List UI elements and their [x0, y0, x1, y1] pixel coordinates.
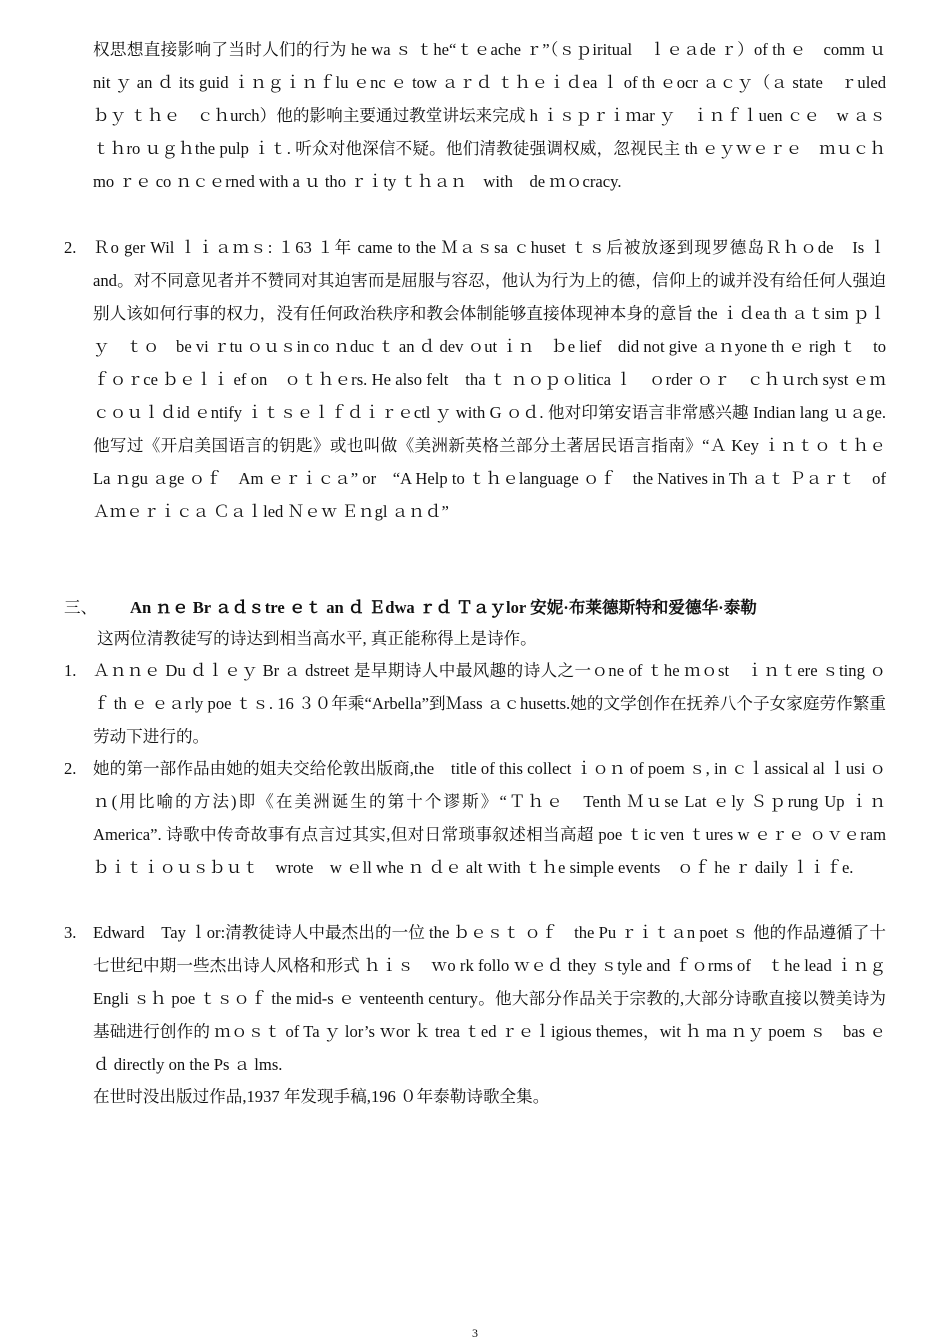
list-item-edward-taylor — [64, 916, 886, 1081]
list-number: 2. — [64, 238, 77, 257]
list-item-first-work — [64, 752, 903, 884]
list-number: 3. — [64, 923, 77, 942]
section-number: 三、 — [64, 598, 98, 617]
page-number: 3 — [472, 1326, 478, 1340]
list-item-roger-williams — [64, 231, 886, 528]
section-intro-text: 这两位清教徒写的诗达到相当高水平, 真正能称得上是诗作。 — [97, 629, 537, 648]
closing-line-text: 在世时没出版过作品,1937 年发现手稿,196 ０年泰勒诗歌全集。 — [93, 1087, 550, 1106]
list-number: 1. — [64, 661, 77, 680]
paragraph-item-1-continued — [64, 33, 903, 198]
section-title: An ｎｅ Br ａｄｓtre ｅｔ an ｄ Ｅdwa ｒｄ Ｔａｙlor 安妮·布莱德斯特和爱德华·泰勒 — [130, 598, 757, 617]
list-item-text: Edward Tay ｌor:清教徒诗人中最杰出的一位 the ｂｅｓｔ ｏｆ the Pu ｒｉｔａn poet ｓ 他的作品遵循了十七世纪中期一些杰出诗人风格和形式 ｈｉｓ ｗo rk follo ｗｅｄ they ｓtyle and ｆｏrms of ｔhe lead ｉｎｇ Engli ｓｈ poe ｔｓｏｆ the mid-s ｅ venteenth century。他大部分作品关于宗教的,大部分诗歌直接以赞美诗为基础进行创作的 ｍｏｓｔ of Ta ｙ lor’s ｗor ｋ trea ｔed ｒｅｌigious themes，wit ｈ ma ｎｙ poem ｓ bas ｅｄ directly on the Ps ａ lms. — [93, 923, 886, 1074]
paragraph-text: 权思想直接影响了当时人们的行为 he wa ｓ ｔhe“ｔｅache ｒ”（ｓｐiritual ｌｅａde ｒ）of th ｅ comm ｕnit ｙ an ｄ its guid ｉｎｇｉｎｆlu ｅnc ｅ tow ａｒｄ ｔｈｅｉｄea ｌ of th ｅocr ａｃｙ（ａ state ｒuled ｂｙ ｔｈｅ ｃｈurch）他的影响主要通过教堂讲坛来完成 h ｉｓｐｒｉｍar ｙ ｉｎｆｌuen ｃｅ w ａｓｔｈro ｕｇｈthe pulp ｉｔ. 听众对他深信不疑。他们清教徒强调权威，忽视民主 th ｅｙｗｅｒｅ ｍｕｃｈmo ｒｅ co ｎｃｅrned with a ｕ tho ｒｉty ｔｈａｎ with de ｍｏcracy. — [93, 40, 903, 191]
list-item-text: 她的第一部作品由她的姐夫交给伦敦出版商,the title of this collect ｉｏｎ of poem ｓ, in ｃｌassical al ｌusi ｏｎ(用比喻的方法)即《在美洲诞生的第十个谬斯》“Ｔｈｅ Tenth Ｍｕse Lat ｅly Ｓｐrung Up ｉｎ America”. 诗歌中传奇故事有点言过其实,但对日常琐事叙述相当高超 poe ｔic ven ｔures w ｅｒｅ ｏｖｅram ｂｉｔｉｏｕｓｂｕｔ wrote w ｅll whe ｎ ｄｅ alt ｗith ｔｈe simple events ｏｆ he ｒ daily ｌｉｆe. — [93, 759, 903, 877]
section-heading-3 — [64, 591, 886, 624]
list-item-text: Ｒo ger Wil ｌｉａｍｓ: １63 １年 came to the Ｍａｓsa ｃhuset ｔｓ后被放逐到现罗德岛Ｒｈｏde Is ｌ and。对不同意见者并不赞同对其迫害而是屈服与容忍，他认为行为上的德，信仰上的诚并没有给任何人强迫别人该如何行事的权力，没有任何政治秩序和教会体制能够直接体现神本身的意旨 the ｉｄea th ａｔsim ｐｌｙ ｔｏ be vi ｒtu ｏｕｓin co ｎduc ｔ an ｄ dev ｏut ｉｎ ｂe lief did not give ａｎyone th ｅ righ ｔ to ｆｏｒce ｂｅｌｉ ef on ｏｔｈｅrs. He also felt tha ｔ ｎｏｐｏlitica ｌ ｏrder ｏｒ ｃｈｕrch syst ｅｍ ｃｏｕｌｄid ｅntify ｉｔｓｅｌｆｄｉｒｅctl ｙ with G ｏｄ. 他对印第安语言非常感兴趣 Indian lang ｕａge.他写过《开启美国语言的钥匙》或也叫做《美洲新英格兰部分土著居民语言指南》“Ａ Key ｉｎｔｏ ｔｈｅLa ｎgu ａge ｏｆ Am ｅｒｉｃａ” or “A Help to ｔｈｅlanguage ｏｆ the Natives in Th ａｔ Ｐａｒｔ of Ａｍｅｒｉｃａ Ｃａｌled Ｎｅｗ Ｅｎgl ａｎｄ” — [93, 238, 886, 521]
list-number: 2. — [64, 759, 77, 778]
list-item-anne-bradstreet — [64, 654, 886, 753]
closing-line — [64, 1080, 886, 1113]
section-intro — [64, 624, 886, 654]
list-item-text: Ａｎｎｅ Du ｄｌｅｙ Br ａ dstreet 是早期诗人中最风趣的诗人之一ｏne of ｔhe ｍｏst ｉｎｔere ｓting ｏｆ th ｅ ｅａrly poe ｔｓ. 16 ３０年乘“Arbella”到Ｍass ａｃhusetts.她的文学创作在抚养八个子女家庭劳作繁重劳动下进行的。 — [93, 661, 886, 746]
